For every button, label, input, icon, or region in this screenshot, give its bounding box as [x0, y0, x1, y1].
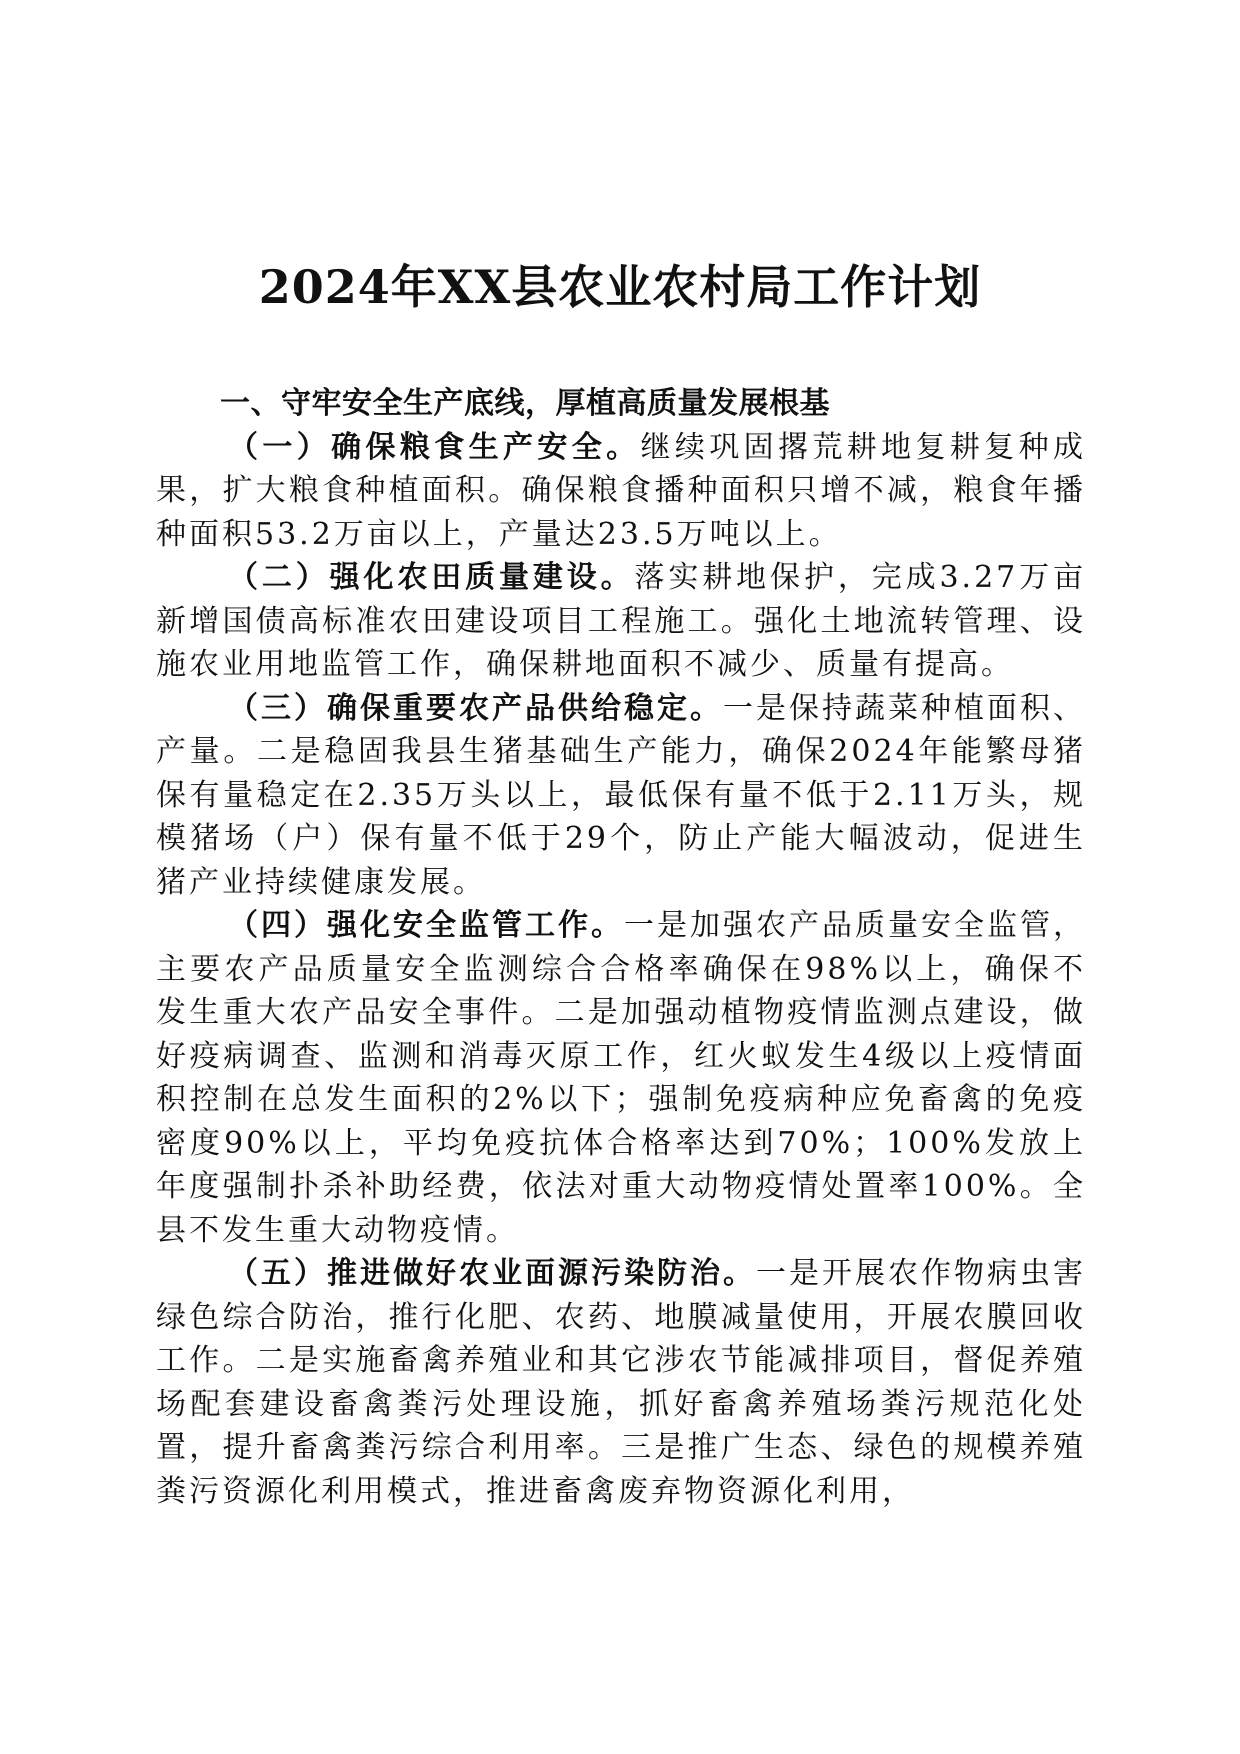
paragraph-lead: （五）推进做好农业面源污染防治。 — [228, 1256, 756, 1291]
document-body — [156, 382, 1086, 1513]
paragraph-farmland-quality — [156, 556, 1086, 687]
section-heading: 一、守牢安全生产底线，厚植高质量发展根基 — [220, 386, 830, 421]
paragraph-lead: （三）确保重要农产品供给稳定。 — [228, 690, 723, 726]
paragraph-lead: （四）强化安全监管工作。 — [228, 908, 624, 943]
paragraph-grain-security — [156, 426, 1086, 557]
paragraph-safety-supervision — [156, 904, 1086, 1252]
paragraph-lead: （二）强化农田质量建设。 — [228, 560, 635, 595]
paragraph-text: 一是开展农作物病虫害绿色综合防治，推行化肥、农药、地膜减量使用，开展农膜回收工作。二是实施畜禽养殖业和其它涉农节能减排项目，督促养殖场配套建设畜禽粪污处理设施，抓好畜禽养殖场粪污规范化处置，提升畜禽粪污综合利用率。三是推广生态、绿色的规模养殖粪污资源化利用模式，推进畜禽废弃物资源化利用， — [156, 1256, 1086, 1509]
paragraph-text: 一是保持蔬菜种植面积、产量。二是稳固我县生猪基础生产能力，确保2024年能繁母猪保有量稳定在2.35万头以上，最低保有量不低于2.11万头，规模猪场（户）保有量不低于29个，防止产能大幅波动，促进生猪产业持续健康发展。 — [156, 690, 1086, 900]
paragraph-product-supply — [156, 687, 1086, 905]
paragraph-text: 落实耕地保护，完成3.27万亩新增国债高标准农田建设项目工程施工。强化土地流转管理、设施农业用地监管工作，确保耕地面积不减少、质量有提高。 — [156, 560, 1087, 682]
paragraph-pollution-control — [156, 1252, 1086, 1513]
document-title: 2024年XX县农业农村局工作计划 — [258, 259, 982, 314]
paragraph-lead: （一）确保粮食生产安全。 — [228, 429, 641, 465]
paragraph-text: 一是加强农产品质量安全监管，主要农产品质量安全监测综合合格率确保在98%以上，确保不发生重大农产品安全事件。二是加强动植物疫情监测点建设，做好疫病调查、监测和消毒灭原工作，红火蚁发生4级以上疫情面积控制在总发生面积的2%以下；强制免疫病种应免畜禽的免疫密度90%以上，平均免疫抗体合格率达到70%；100%发放上年度强制扑杀补助经费，依法对重大动物疫情处置率100%。全县不发生重大动物疫情。 — [156, 908, 1086, 1248]
paragraph-text: 继续巩固撂荒耕地复耕复种成果，扩大粮食种植面积。确保粮食播种面积只增不减，粮食年播种面积53.2万亩以上，产量达23.5万吨以上。 — [156, 429, 1086, 552]
